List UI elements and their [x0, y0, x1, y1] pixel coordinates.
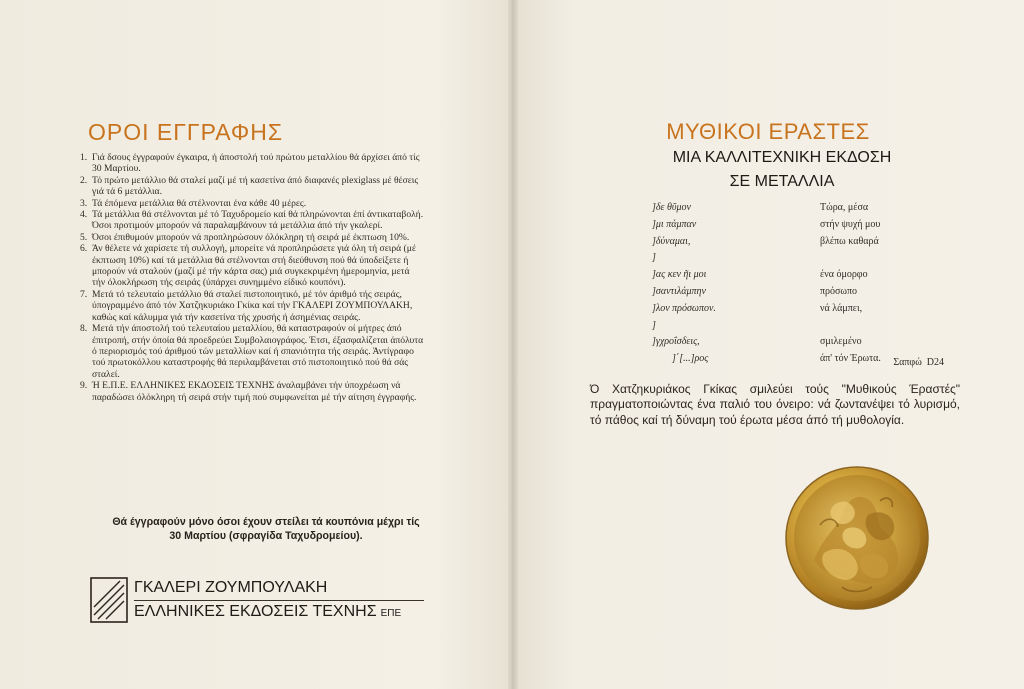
term-text: Τά μετάλλια θά στέλνονται μέ τό Ταχυδρομείο καί θά πληρώνονται έπί άντικαταβολή. Όσοι προτιμούν μπορούν νά παραλαμβάνουν τά μετάλλια άπό τήν γκαλερί.	[92, 209, 424, 232]
poem-row	[652, 334, 982, 351]
term-item	[80, 209, 425, 232]
poem-translation: ένα όμορφο	[820, 269, 868, 281]
poem-greek: ]΄[...]ρος	[652, 353, 709, 365]
terms-list	[80, 152, 425, 403]
term-item	[80, 232, 425, 243]
poem-translation: άπ' τόν Έρωτα.	[820, 353, 881, 365]
term-text: Ή Ε.Π.Ε. ΕΛΛΗΝΙΚΕΣ ΕΚΔΟΣΕΙΣ ΤΕΧΝΗΣ άναλαμβάνει τήν ύποχρέωση νά παραδώσει όλόκληρη τή σειρά στήν τιμή πού συμφωνείται μέ τήν αίτηση έγγραφής.	[92, 380, 417, 403]
term-number: 5.	[80, 231, 88, 243]
term-item	[80, 289, 425, 323]
poem-translation: Τώρα, μέσα	[820, 202, 869, 213]
term-text: Άν θέλετε νά χαρίσετε τή συλλογή, μπορείτε νά προπληρώσετε γιά όλη τή σειρά (μέ έκπτωση 10%) καί τά μετάλλια θά στέλνονται στή διεύθυνση πού θά ύποδείξετε ή μπορούν νά σταλούν (μαζί μέ τήν κάρτα σας) μιά συγκεκριμένη ήμερομηνία, μετά τήν όλοκλήρωση τής σειράς (ύπάρχει συνημμένο είδικό κουπόνι).	[92, 243, 416, 289]
poem-greek: ]δε θῦμον	[652, 202, 691, 213]
poem-translation: βλέπω καθαρά	[820, 235, 879, 247]
poem-row	[652, 267, 982, 284]
term-item	[80, 323, 425, 380]
poem-translation: νά λάμπει,	[820, 302, 863, 314]
poem-greek: ]	[652, 319, 656, 331]
subtitle-line: ΜΙΑ ΚΑΛΛΙΤΕΧΝΙΚΗ ΕΚΔΟΣΗ	[672, 149, 892, 166]
term-item	[80, 380, 425, 403]
poem-greek: ]	[652, 252, 656, 264]
term-item	[80, 175, 425, 198]
registration-deadline-note: Θά έγγραφούν μόνο όσοι έχουν στείλει τά κουπόνια μέχρι τίς 30 Μαρτίου (σφραγίδα Ταχυδρομείου).	[112, 516, 420, 542]
description-paragraph: Ό Χατζηκυριάκος Γκίκας σμιλεύει τούς "Μυθικούς Έραστές" πραγματοποιώντας ένα παλιό του όνειρο: νά ζωντανέψει τό λυρισμό, τό πάθος καί τή δύναμη τού έρωτα μέσα άπό τή μυθολογία.	[590, 382, 960, 427]
publisher-logo	[90, 577, 430, 625]
term-number: 3.	[80, 197, 88, 209]
term-text: Μετά τό τελευταίο μετάλλιο θά σταλεί πιστοποιητικό, μέ τόν άριθμό τής σειράς, ύπογραμμένο άπό τόν Χατζηκυριάκο Γκίκα καί τήν ΓΚΑΛΕΡΙ ΖΟΥΜΠΟΥΛΑΚΗ, καθώς καί κάλυμμα γιά τήν κασετίνα τής χρυσής ή άσημένιας σειράς.	[92, 288, 413, 323]
poem-row	[652, 284, 982, 301]
term-item	[80, 243, 425, 289]
term-text: Γιά δσους έγγραφούν έγκαιρα, ή άποστολή τού πρώτου μεταλλίου θά άρχίσει άπό τίς 30 Μαρτίου.	[92, 152, 420, 175]
poem-row	[652, 301, 982, 318]
poem-greek: ]γχροΐσδεις,	[652, 336, 700, 348]
poem-attribution: Σαπφώ D24	[893, 357, 944, 368]
logo-divider	[134, 600, 424, 601]
term-item	[80, 152, 425, 175]
term-item	[80, 198, 425, 209]
publisher-name	[134, 603, 401, 621]
poem-row	[652, 217, 982, 234]
right-page	[512, 0, 1024, 689]
term-number: 2.	[80, 174, 88, 186]
term-number: 6.	[80, 243, 88, 255]
poem-row	[652, 200, 982, 217]
publisher-name-text: ΕΛΛΗΝΙΚΕΣ ΕΚΔΟΣΕΙΣ ΤΕΧΝΗΣ	[134, 603, 377, 620]
term-number: 9.	[80, 380, 88, 392]
term-number: 1.	[80, 152, 88, 163]
term-text: Τά έπόμενα μετάλλια θά στέλνονται ένα κάθε 40 μέρες.	[92, 197, 307, 209]
poem-row	[652, 318, 982, 335]
poem-translation: πρόσωπο	[820, 285, 858, 297]
registration-terms-title: ΟΡΟΙ ΕΓΓΡΑΦΗΣ	[88, 119, 284, 145]
gold-medal-image	[784, 465, 930, 611]
poem-translation: σμιλεμένο	[820, 336, 862, 348]
poem-greek: ]ας κεν ῆι μοι	[652, 269, 707, 281]
poem-greek: ]μι πάμπαν	[652, 218, 697, 230]
mythical-lovers-title: ΜΥΘΙΚΟΙ ΕΡΑΣΤΕΣ	[666, 119, 870, 144]
term-number: 4.	[80, 209, 88, 221]
poem-greek: ]δύναμαι,	[652, 235, 691, 247]
publisher-suffix: ΕΠΕ	[380, 608, 402, 619]
term-text: Μετά τήν άποστολή τού τελευταίου μεταλλίου, θά καταστραφούν οί μήτρες άπό έπιτροπή, στήν όποία θά προεδρεύει Συμβολαιογράφος. Έτσι, έξασφαλίζεται άπόλυτα ό περιορισμός τού άριθμού τών μεταλλίων καί ή σπανιότητα τής σειράς. Άντίγραφο τού πρωτοκόλλου καταστροφής θά περιλαμβάνεται στό πιστοποιητικό πού θά σάς σταλεί.	[92, 323, 424, 380]
sappho-poem	[652, 200, 982, 368]
edition-subtitle	[612, 146, 952, 194]
term-text: Όσοι έπιθυμούν μπορούν νά προπληρώσουν όλόκληρη τή σειρά μέ έκπτωση 10%.	[92, 231, 410, 243]
poem-row	[652, 234, 982, 251]
term-number: 8.	[80, 323, 88, 335]
poem-greek: ]λον πρόσωπον.	[652, 302, 716, 314]
poem-row	[652, 250, 982, 267]
poem-greek: ]σαντιλάμπην	[652, 285, 706, 297]
subtitle-line: ΣΕ ΜΕΤΑΛΛΙΑ	[729, 173, 835, 190]
term-number: 7.	[80, 288, 88, 300]
gallery-name: ΓΚΑΛΕΡΙ ΖΟΥΜΠΟΥΛΑΚΗ	[134, 579, 328, 596]
poem-translation: στήν ψυχή μου	[820, 218, 881, 230]
gallery-logo-icon	[90, 577, 128, 623]
term-text: Τό πρώτο μετάλλιο θά σταλεί μαζί μέ τή κασετίνα άπό διαφανές plexiglass μέ θέσεις γιά τά 6 μετάλλια.	[92, 174, 419, 198]
